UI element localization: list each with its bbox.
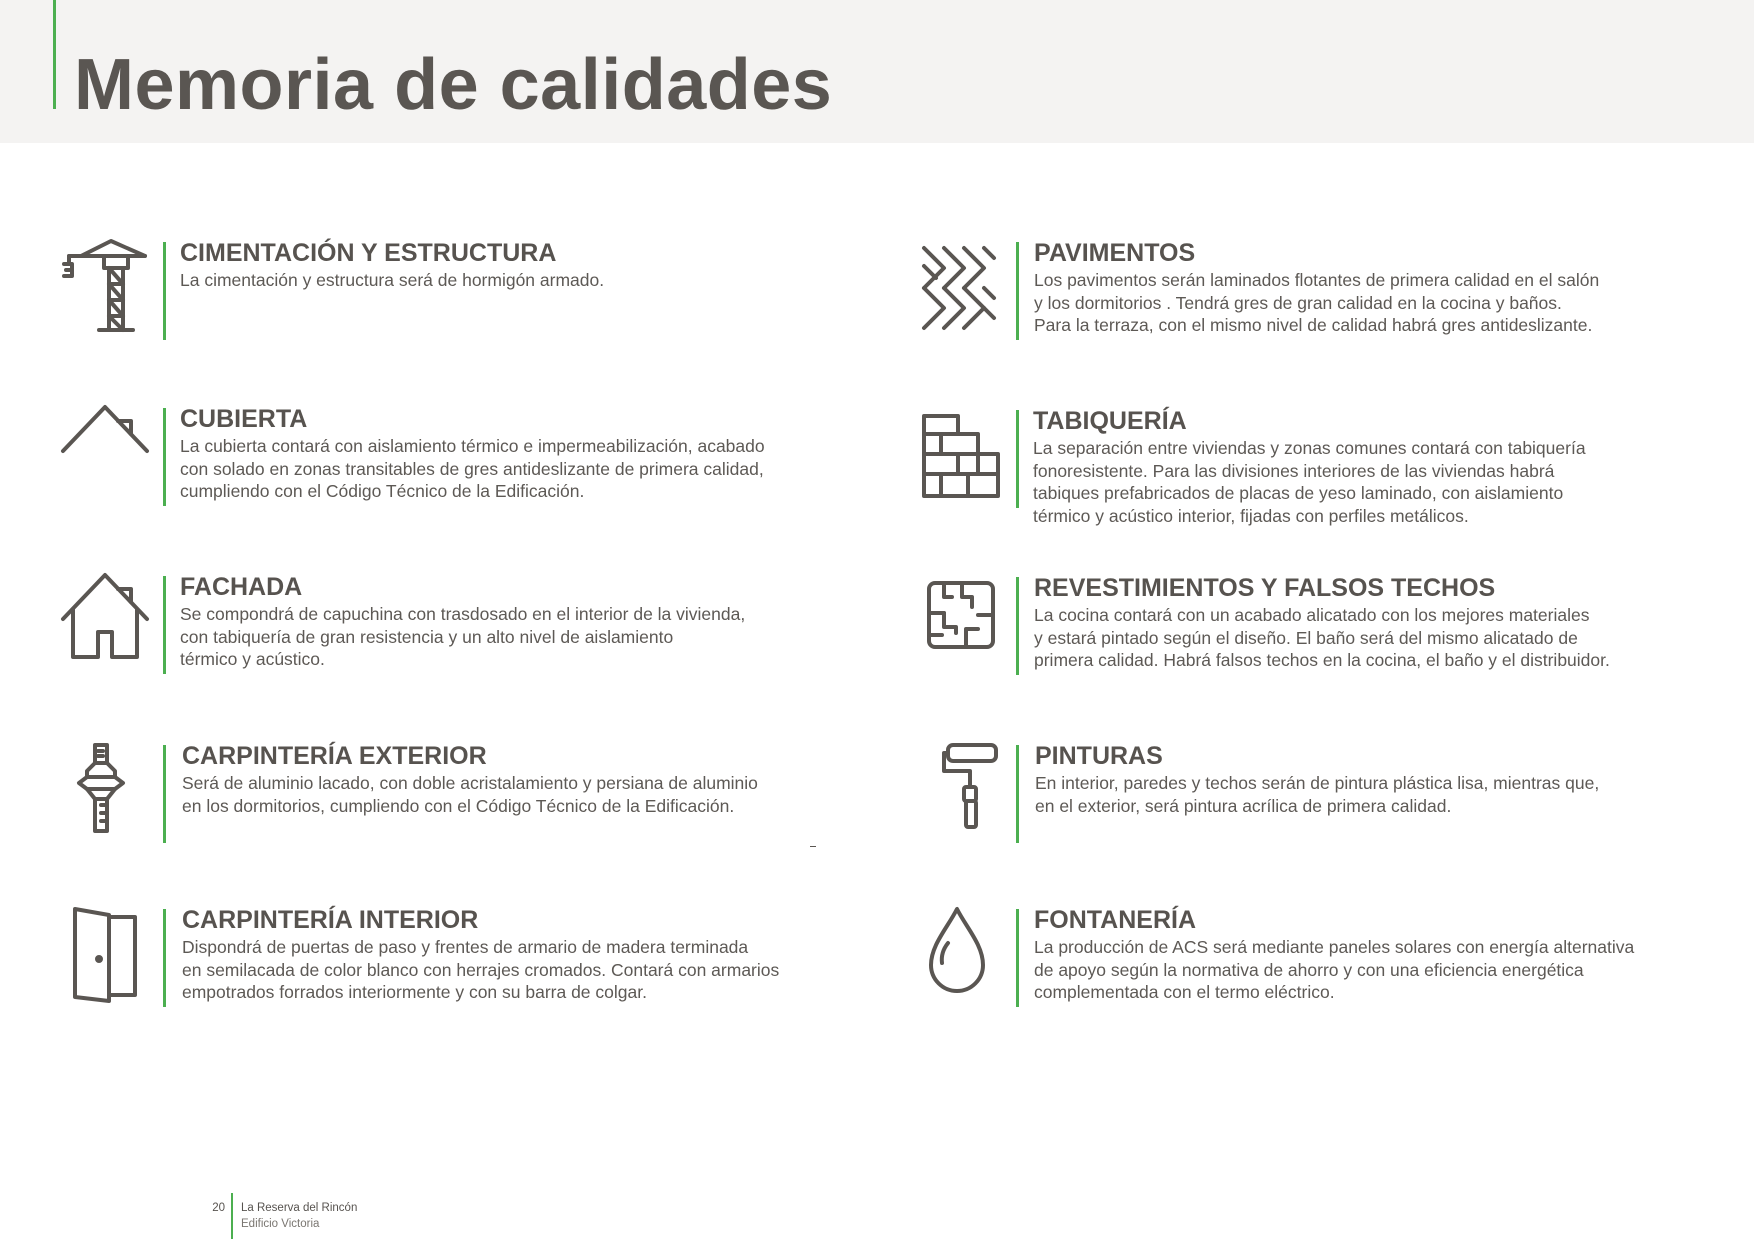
section-text-line: en semilacada de color blanco con herrajes cromados. Contará con armarios bbox=[182, 959, 780, 980]
section-text-line: Los pavimentos serán laminados flotantes de primera calidad en el salón bbox=[1034, 270, 1600, 290]
section-text-line: Dispondrá de puertas de paso y frentes de armario de madera terminada bbox=[182, 937, 749, 957]
section-divider bbox=[163, 408, 166, 506]
crane-icon bbox=[61, 238, 157, 338]
section-title: FACHADA bbox=[180, 573, 303, 601]
section-carpinteria-interior bbox=[61, 905, 841, 1015]
section-text bbox=[1034, 269, 1694, 337]
section-text-line: La cocina contará con un acabado alicatado con los mejores materiales bbox=[1034, 605, 1590, 625]
section-tabiqueria bbox=[914, 406, 1694, 526]
section-title: CUBIERTA bbox=[180, 405, 308, 433]
section-text-line: Para la terraza, con el mismo nivel de calidad habrá gres antideslizante. bbox=[1034, 315, 1593, 336]
section-text bbox=[1035, 772, 1695, 817]
section-text-line: en los dormitorios, cumpliendo con el Código Técnico de la Edificación. bbox=[182, 795, 735, 816]
section-text-line: en el exterior, será pintura acrílica de primera calidad. bbox=[1035, 795, 1452, 816]
tiles-icon bbox=[914, 573, 1010, 673]
section-title: FONTANERÍA bbox=[1034, 906, 1197, 934]
section-pinturas bbox=[914, 741, 1694, 851]
section-text-line: Será de aluminio lacado, con doble acristalamiento y persiana de aluminio bbox=[182, 773, 758, 793]
page-header bbox=[0, 0, 1754, 143]
section-text-line: y estará pintado según el diseño. El baño será del mismo alicatado de bbox=[1034, 627, 1578, 648]
section-text bbox=[182, 936, 842, 1004]
section-text-line: Se compondrá de capuchina con trasdosado en el interior de la vivienda, bbox=[180, 604, 746, 624]
section-fontaneria bbox=[914, 905, 1694, 1015]
water-drop-icon bbox=[914, 905, 1010, 1005]
section-text-line: térmico y acústico interior, fijadas con perfiles metálicos. bbox=[1033, 505, 1469, 526]
section-text-line: con solado en zonas transitables de gres antideslizante de primera calidad, bbox=[180, 458, 764, 479]
section-text bbox=[1034, 604, 1694, 672]
section-divider bbox=[1016, 745, 1019, 843]
header-accent-rule bbox=[53, 0, 56, 109]
section-divider bbox=[163, 242, 166, 340]
section-text-line: empotrados forrados interiormente y con su barra de colgar. bbox=[182, 982, 647, 1003]
section-text-line: La separación entre viviendas y zonas comunes contará con tabiquería bbox=[1033, 438, 1586, 458]
section-cubierta bbox=[61, 404, 841, 514]
section-divider bbox=[1016, 242, 1019, 340]
section-text bbox=[180, 269, 840, 292]
house-icon bbox=[61, 572, 157, 672]
stray-mark bbox=[810, 846, 816, 847]
section-text bbox=[180, 603, 840, 671]
section-title: CARPINTERÍA EXTERIOR bbox=[182, 742, 487, 770]
footer-project-name: La Reserva del Rincón bbox=[241, 1202, 358, 1214]
roof-icon bbox=[61, 404, 157, 504]
section-divider bbox=[1016, 909, 1019, 1007]
section-text-line: y los dormitorios . Tendrá gres de gran calidad en la cocina y baños. bbox=[1034, 292, 1562, 313]
section-pavimentos bbox=[914, 238, 1694, 348]
section-text-line: tabiques prefabricados de placas de yeso laminado, con aislamiento bbox=[1033, 483, 1564, 504]
section-title: TABIQUERÍA bbox=[1033, 407, 1187, 435]
page-title: Memoria de calidades bbox=[74, 45, 833, 125]
window-profile-icon bbox=[61, 741, 157, 841]
section-text-line: La cimentación y estructura será de hormigón armado. bbox=[180, 270, 605, 290]
footer-building-name: Edificio Victoria bbox=[241, 1218, 320, 1230]
section-carpinteria-exterior bbox=[61, 741, 841, 851]
section-title: CARPINTERÍA INTERIOR bbox=[182, 906, 479, 934]
section-text-line: de apoyo según la normativa de ahorro y con una eficiencia energética bbox=[1034, 959, 1584, 980]
footer-divider bbox=[231, 1193, 233, 1239]
section-text-line: La cubierta contará con aislamiento térmico e impermeabilización, acabado bbox=[180, 436, 765, 456]
section-text bbox=[180, 435, 840, 503]
section-text-line: térmico y acústico. bbox=[180, 649, 325, 670]
section-title: PAVIMENTOS bbox=[1034, 239, 1196, 267]
section-cimentacion bbox=[61, 238, 841, 348]
door-icon bbox=[61, 905, 157, 1005]
parquet-icon bbox=[914, 238, 1010, 338]
section-text bbox=[182, 772, 842, 817]
section-divider bbox=[163, 909, 166, 1007]
section-text-line: cumpliendo con el Código Técnico de la Edificación. bbox=[180, 481, 585, 502]
page-number: 20 bbox=[212, 1202, 225, 1214]
section-divider bbox=[163, 745, 166, 843]
section-divider bbox=[1016, 577, 1019, 675]
paint-roller-icon bbox=[914, 741, 1010, 841]
section-text-line: La producción de ACS será mediante paneles solares con energía alternativa bbox=[1034, 937, 1635, 957]
section-divider bbox=[163, 576, 166, 674]
section-text-line: con tabiquería de gran resistencia y un alto nivel de aislamiento bbox=[180, 626, 674, 647]
section-title: REVESTIMIENTOS Y FALSOS TECHOS bbox=[1034, 574, 1496, 602]
section-text-line: En interior, paredes y techos serán de pintura plástica lisa, mientras que, bbox=[1035, 773, 1600, 793]
section-text-line: complementada con el termo eléctrico. bbox=[1034, 982, 1335, 1003]
brick-wall-icon bbox=[914, 406, 1010, 506]
section-title: CIMENTACIÓN Y ESTRUCTURA bbox=[180, 239, 557, 267]
section-text-line: primera calidad. Habrá falsos techos en la cocina, el baño y el distribuidor. bbox=[1034, 650, 1610, 671]
section-text bbox=[1034, 936, 1694, 1004]
section-divider bbox=[1016, 410, 1019, 508]
section-text bbox=[1033, 437, 1693, 527]
section-revestimientos bbox=[914, 573, 1694, 683]
section-text-line: fonoresistente. Para las divisiones interiores de las viviendas habrá bbox=[1033, 460, 1555, 481]
section-fachada bbox=[61, 572, 841, 682]
section-title: PINTURAS bbox=[1035, 742, 1163, 770]
